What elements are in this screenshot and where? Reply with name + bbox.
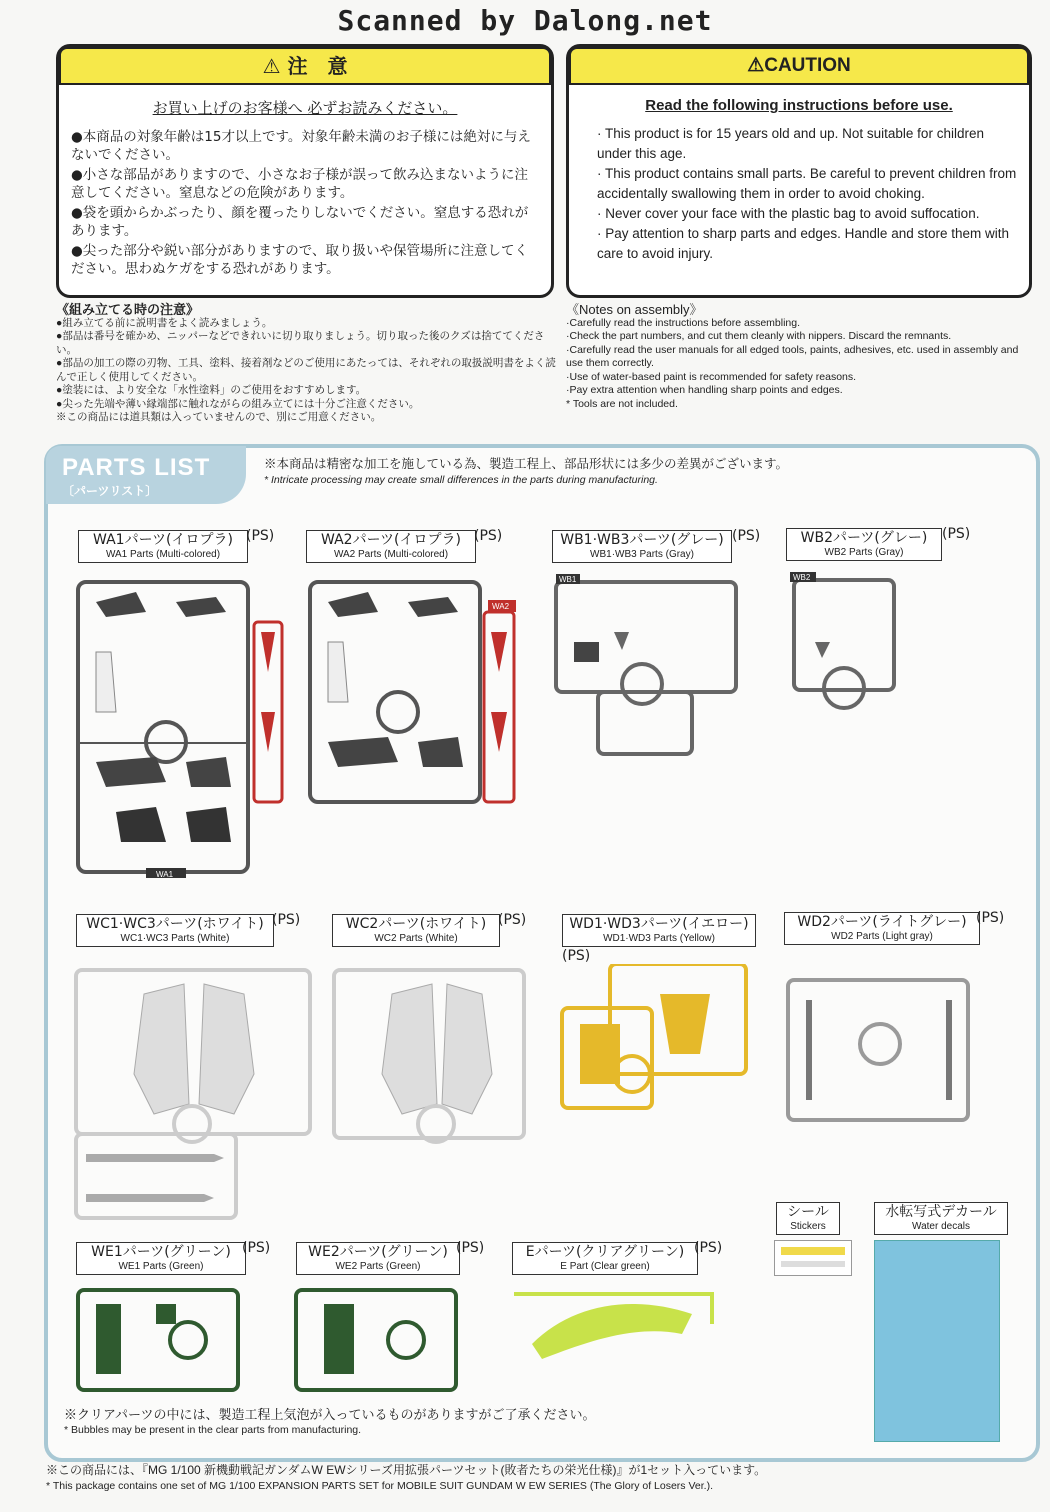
notes-item-en: * Tools are not included. [566, 397, 678, 410]
ps-label: (PS) [456, 1240, 485, 1256]
caution-box-jp [56, 44, 554, 298]
caution-subtitle-jp: お買い上げのお客様へ 必ずお読みください。 [152, 99, 458, 117]
caution-item-en: · Pay attention to sharp parts and edges. Handle and store them with care to avoid injury. [597, 226, 1009, 261]
scan-watermark: Scanned by Dalong.net [337, 4, 713, 37]
caution-item-jp: ●尖った部分や鋭い部分がありますので、取り扱いや保管場所に注意してください。思わぬケガをする恐れがあります。 [71, 243, 529, 277]
caution-item-jp: ●小さな部品がありますので、小さなお子様が誤って飲み込まないように注意してください。窒息などの危険があります。 [71, 167, 529, 201]
sprue-label-wb2: WB2パーツ(グレー) WB2 Parts (Gray) [786, 528, 942, 561]
notes-item-en: ·Carefully read the user manuals for all edged tools, paints, adhesives, etc. used in assembly and use them correctly. [566, 343, 1019, 369]
ps-label: (PS) [562, 948, 591, 964]
parts-list-subtitle: 〔パーツリスト〕 [62, 484, 158, 498]
assembly-notes-jp [56, 303, 556, 425]
footer-en: * This package contains one set of MG 1/100 EXPANSION PARTS SET for MOBILE SUIT GUNDAM W EW SERIES (The Glory of Losers Ver.). [46, 1480, 713, 1492]
notes-title-en: 《Notes on assembly》 [566, 302, 703, 317]
notes-item-jp: ●部品の加工の際の刃物、工具、塗料、接着剤などのご使用にあたっては、それぞれの取扱説明書をよく読んで正しく使用してください。 [56, 357, 556, 383]
notes-item-en: ·Check the part numbers, and cut them cleanly with nippers. Discard the remnants. [566, 330, 952, 342]
notes-item-jp: ※この商品には道具類は入っていませんので、別にご用意ください。 [56, 411, 382, 423]
caution-title-en: CAUTION [764, 55, 851, 76]
sticker-sheet [774, 1240, 852, 1276]
warning-triangle-icon: ⚠ [262, 54, 288, 78]
ps-label: (PS) [474, 528, 503, 544]
caution-header-en [569, 47, 1029, 85]
stickers-label: シール Stickers [776, 1202, 840, 1235]
sprue-label-we1: WE1パーツ(グリーン) WE1 Parts (Green) [76, 1242, 246, 1275]
sprue-wc1-wc3-diagram [74, 964, 314, 1224]
footer-jp: ※この商品には、『MG 1/100 新機動戦記ガンダムW EWシリーズ用拡張パーツセット(敗者たちの栄光仕様)』が1セット入っています。 [46, 1463, 767, 1477]
ps-label: (PS) [242, 1240, 271, 1256]
parts-note-jp: ※本商品は精密な加工を施している為、製造工程上、部品形状には多少の差異がございます。 [264, 457, 789, 471]
sprue-wb2-diagram [790, 572, 900, 732]
caution-item-jp: ●本商品の対象年齢は15才以上です。対象年齢未満のお子様には絶対に与えないでください。 [71, 129, 531, 163]
caution-box-en [566, 44, 1032, 298]
sprue-we2-diagram [294, 1284, 464, 1394]
caution-item-en: · This product is for 15 years old and up. Not suitable for children under this age. [597, 126, 984, 161]
sprue-wd1-wd3-diagram [560, 964, 750, 1114]
sprue-label-wd1-wd3: WD1·WD3パーツ(イエロー) WD1·WD3 Parts (Yellow) [562, 914, 756, 947]
sprue-we1-diagram [76, 1284, 246, 1394]
sprue-tag: WB1 [559, 575, 577, 584]
notes-item-jp: ●組み立てる前に説明書をよく読みましょう。 [56, 316, 273, 329]
caution-header-jp [59, 47, 551, 85]
notes-item-en: ·Pay extra attention when handling sharp points and edges. [566, 384, 843, 396]
ps-label: (PS) [498, 912, 527, 928]
bubbles-note-jp: ※クリアパーツの中には、製造工程上気泡が入っているものがありますがご了承ください。 [64, 1407, 596, 1422]
ps-label: (PS) [942, 526, 971, 542]
sprue-label-wd2: WD2パーツ(ライトグレー) WD2 Parts (Light gray) [784, 912, 980, 945]
assembly-notes-en [566, 303, 1026, 411]
notes-item-en: ·Carefully read the instructions before assembling. [566, 316, 801, 329]
sprue-label-wc1-wc3: WC1·WC3パーツ(ホワイト) WC1·WC3 Parts (White) [76, 914, 274, 947]
caution-title-jp: 注 意 [287, 54, 348, 78]
parts-note-en: * Intricate processing may create small differences in the parts during manufacturing. [264, 474, 658, 486]
notes-item-en: ·Use of water-based paint is recommended for safety reasons. [566, 370, 857, 383]
sprue-wa1-diagram [76, 572, 286, 882]
sprue-label-wa1: WA1パーツ(イロプラ) WA1 Parts (Multi-colored) [78, 530, 248, 563]
notes-item-jp: ●尖った先端や薄い縁端部に触れながらの組み立てには十分ご注意ください。 [56, 397, 420, 410]
caution-item-jp: ●袋を頭からかぶったり、顔を覆ったりしないでください。窒息する恐れがあります。 [71, 205, 529, 239]
sprue-e-diagram [512, 1284, 722, 1374]
decal-sheet [874, 1240, 1000, 1442]
sprue-tag: WA2 [492, 602, 510, 611]
bubbles-note-en: * Bubbles may be present in the clear parts from manufacturing. [64, 1424, 362, 1436]
sprue-label-wb1-wb3: WB1·WB3パーツ(グレー) WB1·WB3 Parts (Gray) [552, 530, 732, 563]
notes-item-jp: ●部品は番号を確かめ、ニッパーなどできれいに切り取りましょう。切り取った後のクズは捨ててください。 [56, 330, 545, 356]
ps-label: (PS) [976, 910, 1005, 926]
ps-label: (PS) [272, 912, 301, 928]
ps-label: (PS) [732, 528, 761, 544]
decals-label: 水転写式デカール Water decals [874, 1202, 1008, 1235]
caution-subtitle-en: Read the following instructions before use. [645, 97, 953, 114]
sprue-label-wa2: WA2パーツ(イロプラ) WA2 Parts (Multi-colored) [306, 530, 476, 563]
sprue-label-we2: WE2パーツ(グリーン) WE2 Parts (Green) [296, 1242, 460, 1275]
sprue-label-wc2: WC2パーツ(ホワイト) WC2 Parts (White) [332, 914, 500, 947]
sprue-wb1-wb3-diagram [554, 572, 744, 762]
caution-item-en: · Never cover your face with the plastic bag to avoid suffocation. [597, 206, 980, 221]
sprue-wc2-diagram [332, 964, 532, 1144]
sprue-label-e: Eパーツ(クリアグリーン) E Part (Clear green) [512, 1242, 698, 1275]
sprue-wa2-diagram [308, 572, 518, 812]
parts-list-title-bg [46, 446, 246, 504]
parts-list-title: PARTS LIST [62, 454, 211, 481]
warning-triangle-icon: ⚠ [747, 55, 765, 76]
sprue-wd2-diagram [786, 960, 976, 1130]
ps-label: (PS) [246, 528, 275, 544]
caution-item-en: · This product contains small parts. Be careful to prevent children from accidentally swallowing them in order to avoid choking. [597, 166, 1017, 201]
notes-title-jp: 《組み立てる時の注意》 [56, 302, 200, 317]
sprue-tag: WA1 [156, 870, 174, 879]
sprue-tag: WB2 [793, 573, 811, 582]
ps-label: (PS) [694, 1240, 723, 1256]
notes-item-jp: ●塗装には、より安全な「水性塗料」のご使用をおすすめします。 [56, 384, 367, 396]
